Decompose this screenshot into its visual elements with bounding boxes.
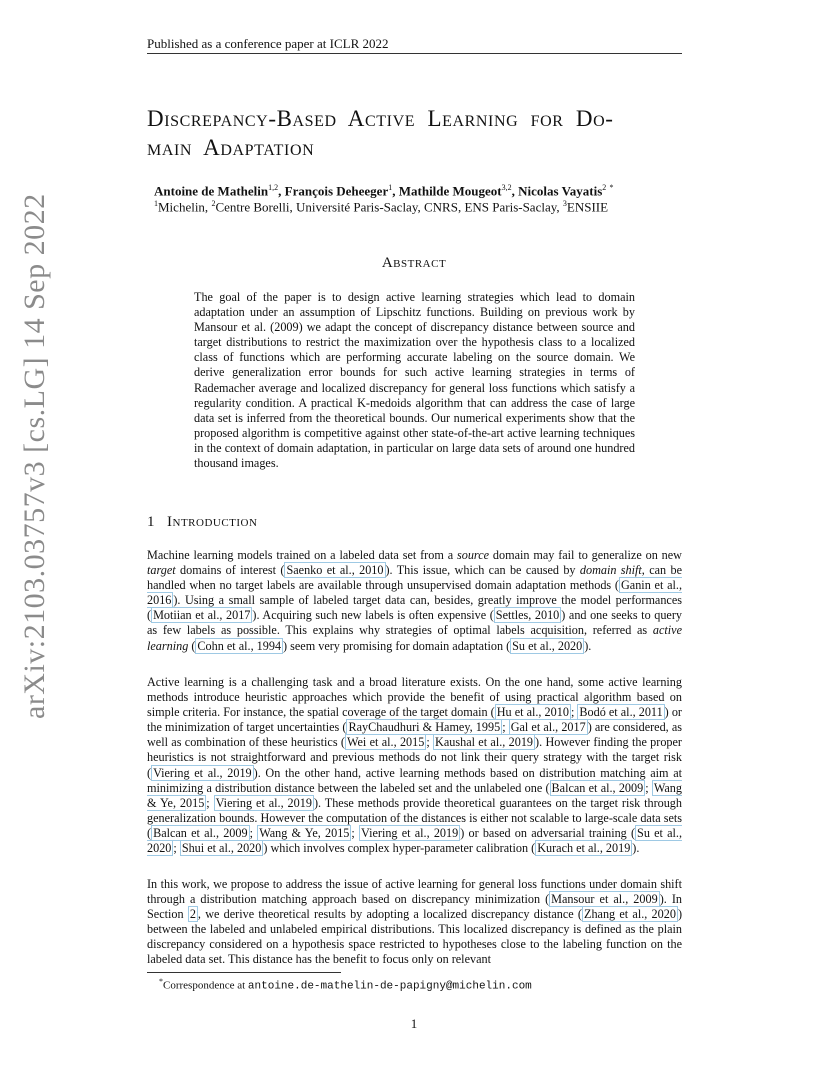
- footnote: [159, 977, 532, 993]
- author-4-sup: 2: [602, 183, 607, 192]
- text: ) which involves complex hyper-parameter calibration (: [263, 841, 536, 856]
- abstract-heading: Abstract: [381, 255, 447, 271]
- section-title: Introduction: [167, 514, 258, 530]
- text: ;: [645, 780, 652, 795]
- citation-link[interactable]: Wang & Ye, 2015: [259, 825, 350, 840]
- section-heading: [147, 514, 257, 531]
- citation-link[interactable]: Cohn et al., 1994: [197, 638, 282, 653]
- affiliations: [154, 199, 608, 215]
- text: ;: [570, 705, 578, 720]
- text: ;: [502, 720, 509, 735]
- citation-link[interactable]: Saenko et al., 2010: [286, 563, 384, 578]
- author-list: Antoine de Mathelin$^{1,2}$, François Deheeger$^1$, Mathilde Mougeot$^{3,2}$, Nicolas Vayatis$^2$ *: [154, 183, 614, 199]
- text: ) and one seeks to query as few labels as possible. This explains why strategies of optimal labels acquisition, referred as: [147, 608, 682, 638]
- citation-link[interactable]: Kaushal et al., 2019: [435, 735, 534, 750]
- author-1: Antoine de Mathelin: [154, 183, 269, 199]
- author-3: Mathilde Mougeot: [398, 183, 502, 199]
- citation-link[interactable]: Kurach et al., 2019: [537, 841, 631, 856]
- citation-link[interactable]: Viering et al., 2019: [153, 765, 252, 780]
- text: ).: [632, 841, 640, 856]
- text: ) between the labeled and unlabeled empirical distributions. This localized discrepancy is defined as the plain discrepancy considered on a hypothesis space restricted to hypotheses close to the labeling function on the labeled data set. This distance has the benefit to focus only on relevant: [147, 907, 682, 967]
- affil-3: ENSIIE: [566, 199, 609, 215]
- text: ) are considered, as well as combination of these heuristics (: [147, 720, 682, 750]
- footnote-email[interactable]: antoine.de-mathelin-de-papigny@michelin.com: [247, 980, 532, 993]
- citation-link[interactable]: Motiian et al., 2017: [153, 608, 251, 623]
- author-3-sup: 3,2: [501, 183, 512, 192]
- citation-link[interactable]: RayChaudhuri & Hamey, 1995: [348, 720, 501, 735]
- emph-target: target: [147, 563, 176, 578]
- footnote-star: *: [159, 977, 163, 986]
- text: ). Using a small sample of labeled target data can, besides, greatly improve the model performances (: [147, 593, 682, 623]
- text: , we derive theoretical results by adopting a localized discrepancy distance (: [197, 907, 582, 922]
- text: ;: [426, 735, 434, 750]
- text: ). However finding the proper heuristics is not straightforward and previous methods do not link their query strategy with the target risk (: [147, 735, 682, 780]
- citation-link[interactable]: Hu et al., 2010: [496, 705, 569, 720]
- paper-title: [147, 104, 692, 162]
- text: ). In Section: [147, 892, 682, 922]
- citation-link[interactable]: Ganin et al., 2016: [147, 578, 682, 608]
- text: ;: [351, 825, 360, 840]
- text: ) seem very promising for domain adaptation (: [283, 638, 511, 653]
- title-line-1: Discrepancy-Based Active Learning for Do-: [147, 106, 614, 131]
- text: ;: [249, 825, 258, 840]
- citation-link[interactable]: Gal et al., 2017: [510, 720, 586, 735]
- text: ). This issue, which can be caused by: [385, 563, 580, 578]
- intro-paragraph-3: [147, 877, 682, 968]
- affil-2: Centre Borelli, Université Paris-Saclay, CNRS, ENS Paris-Saclay,: [215, 199, 563, 215]
- title-line-2: main Adaptation: [147, 135, 315, 160]
- text: ) or based on adversarial training (: [460, 825, 636, 840]
- abstract-text: The goal of the paper is to design active learning strategies which lead to domain adaptation under an assumption of Lipschitz functions. Building on previous work by Mansour et al. (2009) we adapt the concept of discrepancy distance between source and target distributions to restrict the maximization over the hypothesis class to a localized class of functions which are performing accurate labeling on the source domain. We derive generalization error bounds for such active learning strategies in terms of Rademacher average and localized discrepancy for general loss functions which satisfy a regularity condition. A practical K-medoids algorithm that can address the case of large data set is inferred from the theoretical bounds. Our numerical experiments show that the proposed algorithm is competitive against other state-of-the-art active learning techniques in the context of domain adaptation, in particular on large data sets of around one hundred thousand images.: [194, 290, 635, 471]
- citation-link[interactable]: Viering et al., 2019: [215, 795, 312, 810]
- page-number: 1: [410, 1016, 418, 1031]
- corresponding-star: *: [609, 183, 614, 192]
- citation-link[interactable]: Zhang et al., 2020: [584, 907, 676, 922]
- text: Active learning is a challenging task and a broad literature exists. On the one hand, some active learning methods introduce heuristic approaches which provide the benefit of using practical algorithm based on simple criteria. For instance, the spatial coverage of the target domain (: [147, 675, 682, 720]
- affil-1: Michelin,: [158, 199, 212, 215]
- citation-link[interactable]: Wang & Ye, 2015: [147, 780, 682, 810]
- header-rule: [147, 53, 682, 54]
- text: (: [188, 638, 196, 653]
- text: ). On the other hand, active learning methods based on distribution matching aim at minimizing a distribution distance between the labeled set and the unlabeled one (: [147, 765, 682, 795]
- citation-link[interactable]: Su et al., 2020: [512, 638, 583, 653]
- intro-paragraph-1: [147, 548, 682, 654]
- author-1-sup: 1,2: [268, 183, 279, 192]
- affil-sup-1: 1: [154, 199, 158, 208]
- emph-domain-shift: domain shift: [579, 563, 642, 578]
- footnote-rule: [147, 972, 341, 973]
- text: ;: [206, 795, 214, 810]
- emph-source: source: [456, 548, 490, 562]
- text: ).: [584, 638, 592, 653]
- affil-sup-3: 3: [562, 199, 567, 208]
- citation-link[interactable]: Balcan et al., 2009: [153, 825, 248, 840]
- text: , can be handled when no target labels are available through unsupervised domain adaptation methods (: [147, 563, 682, 593]
- citation-link[interactable]: Balcan et al., 2009: [551, 780, 644, 795]
- author-2-sup: 1: [388, 183, 393, 192]
- citation-link[interactable]: Bodó et al., 2011: [579, 705, 663, 720]
- citation-link[interactable]: Mansour et al., 2009: [551, 892, 658, 907]
- citation-link[interactable]: Su et al., 2020: [147, 825, 683, 856]
- author-2: François Deheeger: [284, 183, 389, 199]
- citation-link[interactable]: Wei et al., 2015: [346, 735, 425, 750]
- arxiv-identifier: arXiv:2103.03757v3 [cs.LG] 14 Sep 2022: [18, 193, 51, 719]
- section-ref-link[interactable]: 2: [189, 907, 196, 922]
- author-4: Nicolas Vayatis: [518, 183, 603, 199]
- footnote-text: Correspondence at: [163, 979, 248, 992]
- affil-sup-2: 2: [211, 199, 216, 208]
- text: domains of interest (: [175, 563, 285, 578]
- section-number: 1: [147, 514, 155, 530]
- text: In this work, we propose to address the issue of active learning for general loss functions under domain shift through a distribution matching approach based on discrepancy minimization (: [147, 877, 682, 907]
- text: ;: [173, 841, 180, 856]
- text: domain may fail to generalize on new: [489, 548, 682, 562]
- text: Machine learning models trained on a labeled data set from a: [147, 548, 457, 562]
- text: ) or the minimization of target uncertainties (: [147, 705, 682, 735]
- text: ). These methods provide theoretical guarantees on the target risk through generalization bounds. However the computation of the distances is either not scalable to large-scale data sets (: [147, 795, 682, 840]
- emph-active-learning: active learning: [147, 623, 682, 653]
- intro-paragraph-2: [147, 675, 682, 856]
- text: ). Acquiring such new labels is often expensive (: [252, 608, 494, 623]
- citation-link[interactable]: Shui et al., 2020: [181, 841, 262, 856]
- citation-link[interactable]: Viering et al., 2019: [361, 825, 459, 840]
- running-header: Published as a conference paper at ICLR 2022: [147, 36, 389, 51]
- citation-link[interactable]: Settles, 2010: [495, 608, 560, 623]
